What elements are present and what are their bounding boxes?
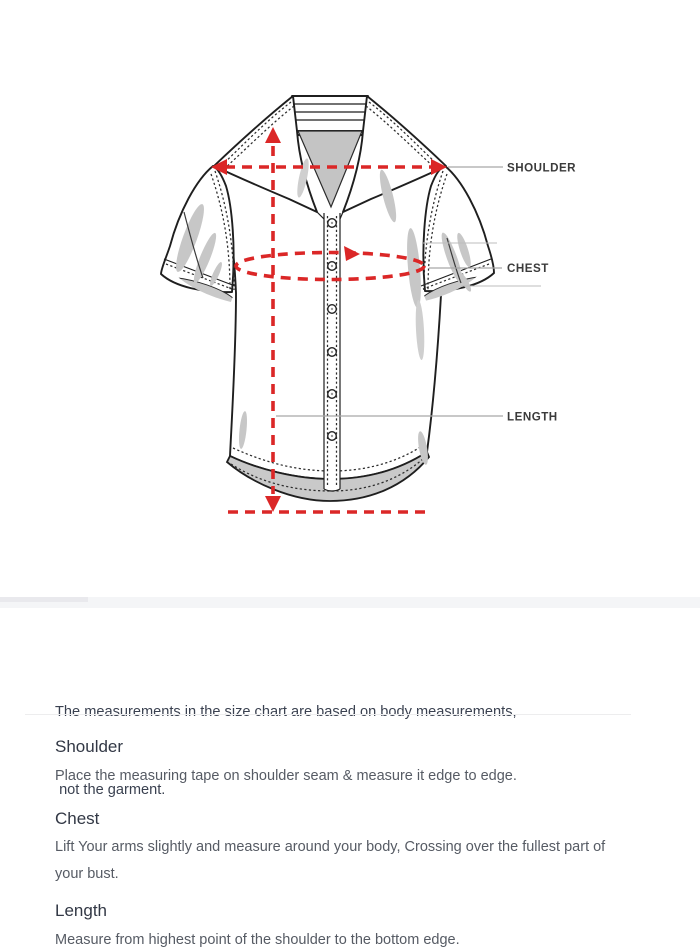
arrow-down-icon <box>265 496 281 512</box>
section-divider-bar <box>0 597 700 608</box>
shoulder-section-description: Place the measuring tape on shoulder seam & measure it edge to edge. <box>55 768 517 784</box>
divider-accent <box>0 597 88 602</box>
shoulder-section-title: Shoulder <box>55 737 124 756</box>
chest-section-title: Chest <box>55 809 100 828</box>
length-section-title: Length <box>55 901 107 920</box>
chest-section-description: Lift Your arms slightly and measure around your body, Crossing over the fullest part of your bust. <box>55 839 606 882</box>
shoulder-callout-label: SHOULDER <box>507 161 577 175</box>
chest-callout-label: CHEST <box>507 262 549 275</box>
note-line-1: The measurements in the size chart are based on body measurements, <box>55 704 517 720</box>
measurement-note <box>55 647 615 855</box>
note-line-2: not the garment. <box>55 782 166 798</box>
length-section-description: Measure from highest point of the shoulder to the bottom edge. <box>55 932 460 947</box>
thin-divider <box>25 714 631 715</box>
length-callout-label: LENGTH <box>507 410 558 424</box>
